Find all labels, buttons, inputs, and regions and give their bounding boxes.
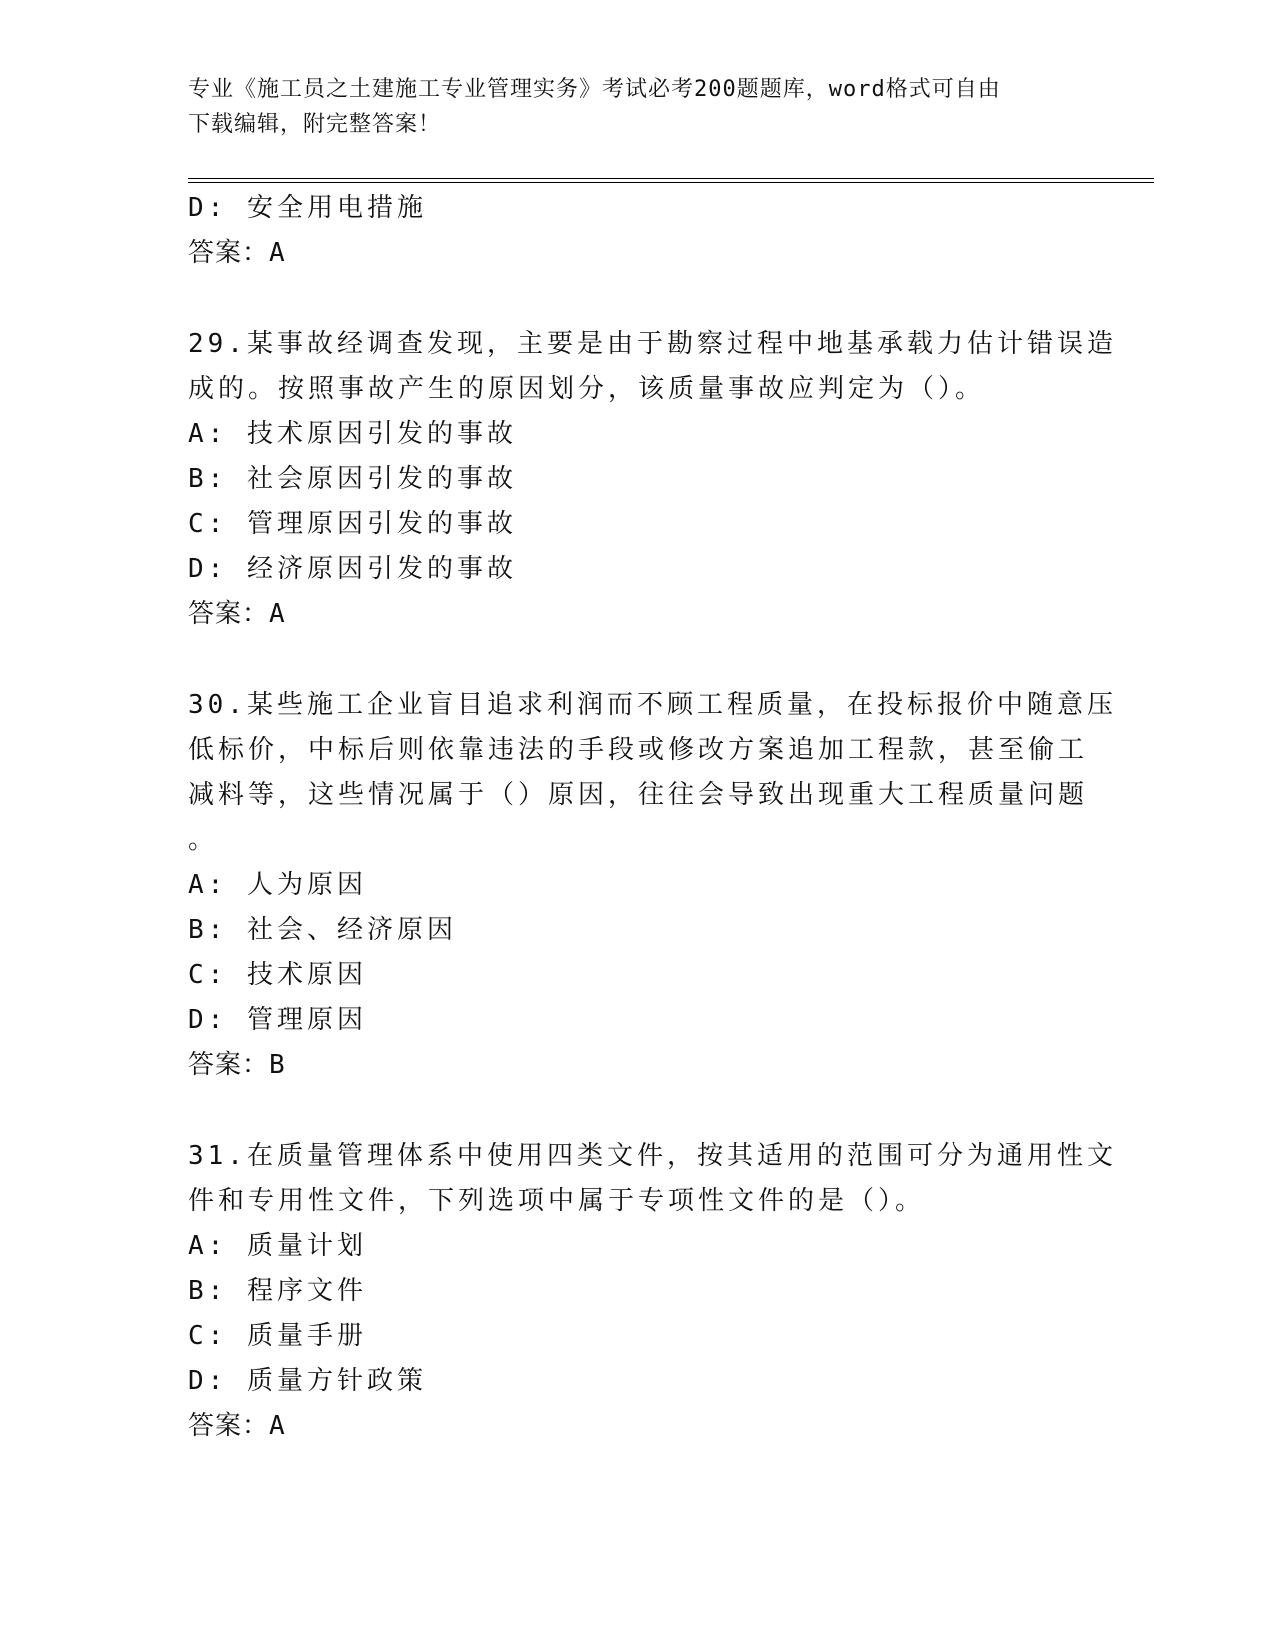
header-line-1: 专业《施工员之土建施工专业管理实务》考试必考200题题库，word格式可自由 [188, 77, 1001, 102]
option-a: A: 技术原因引发的事故 [188, 419, 517, 449]
answer: 答案：A [188, 1411, 286, 1441]
option-d: D: 管理原因 [188, 1005, 367, 1035]
spacer [188, 1088, 1088, 1134]
question-text-line: 低标价，中标后则依靠违法的手段或修改方案追加工程款，甚至偷工 [188, 735, 1089, 765]
prev-option-d: D: 安全用电措施 [188, 193, 427, 223]
question-text-line: 件和专用性文件，下列选项中属于专项性文件的是（）。 [188, 1186, 926, 1216]
question-text-line: 29.某事故经调查发现，主要是由于勘察过程中地基承载力估计错误造 [188, 329, 1117, 359]
header-divider-top [188, 178, 1154, 179]
option-c: C: 技术原因 [188, 960, 367, 990]
prev-answer: 答案：A [188, 238, 286, 268]
option-c: C: 管理原因引发的事故 [188, 509, 517, 539]
question-block [188, 683, 1117, 1088]
option-b: B: 社会、经济原因 [188, 915, 457, 945]
question-block [188, 1134, 1117, 1449]
option-b: B: 程序文件 [188, 1276, 367, 1306]
question-text-line: 31.在质量管理体系中使用四类文件，按其适用的范围可分为通用性文 [188, 1141, 1117, 1171]
header-line-2: 下载编辑，附完整答案！ [188, 112, 442, 137]
option-d: D: 经济原因引发的事故 [188, 554, 517, 584]
option-d: D: 质量方针政策 [188, 1366, 427, 1396]
question-content [188, 186, 1117, 1449]
question-text-line: 30.某些施工企业盲目追求利润而不顾工程质量，在投标报价中随意压 [188, 690, 1117, 720]
header-divider-bottom [188, 182, 1154, 183]
spacer [188, 637, 1088, 683]
option-a: A: 质量计划 [188, 1231, 367, 1261]
answer: 答案：B [188, 1050, 286, 1080]
option-c: C: 质量手册 [188, 1321, 367, 1351]
document-header [188, 72, 1088, 142]
answer: 答案：A [188, 599, 286, 629]
option-b: B: 社会原因引发的事故 [188, 464, 517, 494]
question-text-line: 减料等，这些情况属于（）原因，往往会导致出现重大工程质量问题 [188, 780, 1089, 810]
option-a: A: 人为原因 [188, 870, 367, 900]
question-text-line: 成的。按照事故产生的原因划分，该质量事故应判定为（）。 [188, 374, 986, 404]
question-block [188, 322, 1117, 637]
spacer [188, 276, 1088, 322]
question-text-line: 。 [188, 825, 219, 855]
